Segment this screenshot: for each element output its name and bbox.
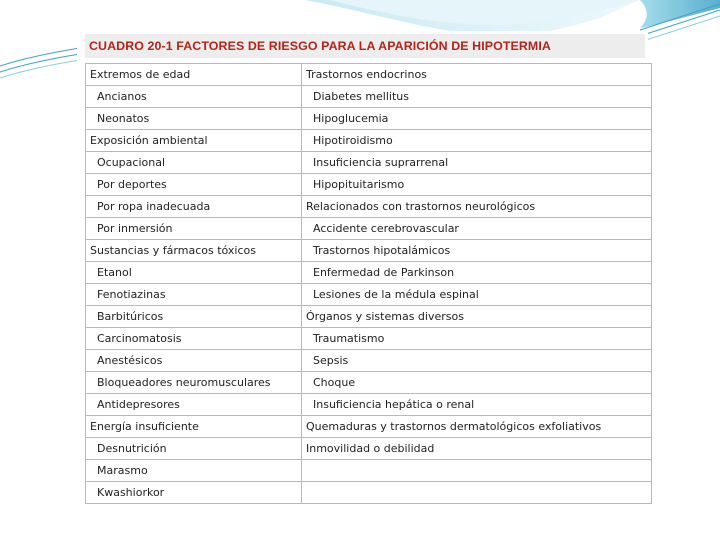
table-row — [86, 284, 652, 306]
right-cell: Insuficiencia suprarrenal — [302, 152, 652, 174]
left-cell: Exposición ambiental — [86, 130, 302, 152]
table-row — [86, 416, 652, 438]
right-cell: Órganos y sistemas diversos — [302, 306, 652, 328]
left-cell: Kwashiorkor — [86, 482, 302, 504]
left-cell: Sustancias y fármacos tóxicos — [86, 240, 302, 262]
right-cell: Insuficiencia hepática o renal — [302, 394, 652, 416]
table-row — [86, 394, 652, 416]
table-title: CUADRO 20-1 FACTORES DE RIESGO PARA LA APARICIÓN DE HIPOTERMIA — [85, 34, 645, 58]
table-row — [86, 460, 652, 482]
left-cell: Antidepresores — [86, 394, 302, 416]
left-cell: Fenotiazinas — [86, 284, 302, 306]
right-cell: Choque — [302, 372, 652, 394]
table-row — [86, 130, 652, 152]
right-cell: Sepsis — [302, 350, 652, 372]
right-cell: Relacionados con trastornos neurológicos — [302, 196, 652, 218]
table-row — [86, 108, 652, 130]
right-cell: Traumatismo — [302, 328, 652, 350]
table-row — [86, 350, 652, 372]
left-cell: Por inmersión — [86, 218, 302, 240]
table-row — [86, 438, 652, 460]
left-cell: Anestésicos — [86, 350, 302, 372]
left-cell: Marasmo — [86, 460, 302, 482]
right-cell: Accidente cerebrovascular — [302, 218, 652, 240]
right-cell: Lesiones de la médula espinal — [302, 284, 652, 306]
table-row — [86, 174, 652, 196]
right-cell: Hipoglucemia — [302, 108, 652, 130]
table-row — [86, 306, 652, 328]
left-cell: Por ropa inadecuada — [86, 196, 302, 218]
right-cell: Inmovilidad o debilidad — [302, 438, 652, 460]
table-body — [86, 64, 652, 504]
table-row — [86, 64, 652, 86]
right-cell: Trastornos endocrinos — [302, 64, 652, 86]
right-cell: Hipotiroidismo — [302, 130, 652, 152]
risk-factors-table — [85, 63, 652, 504]
table-row — [86, 328, 652, 350]
right-cell: Hipopituitarismo — [302, 174, 652, 196]
table-row — [86, 372, 652, 394]
table-row — [86, 196, 652, 218]
left-cell: Desnutrición — [86, 438, 302, 460]
table-row — [86, 482, 652, 504]
table-row — [86, 218, 652, 240]
left-cell: Extremos de edad — [86, 64, 302, 86]
left-cell: Ancianos — [86, 86, 302, 108]
risk-factors-figure — [77, 31, 648, 508]
left-cell: Neonatos — [86, 108, 302, 130]
left-cell: Carcinomatosis — [86, 328, 302, 350]
left-cell: Etanol — [86, 262, 302, 284]
left-cell: Barbitúricos — [86, 306, 302, 328]
right-cell: Enfermedad de Parkinson — [302, 262, 652, 284]
table-row — [86, 240, 652, 262]
right-cell — [302, 482, 652, 504]
table-row — [86, 262, 652, 284]
right-cell: Diabetes mellitus — [302, 86, 652, 108]
right-cell: Quemaduras y trastornos dermatológicos exfoliativos — [302, 416, 652, 438]
left-cell: Bloqueadores neuromusculares — [86, 372, 302, 394]
table-row — [86, 152, 652, 174]
left-cell: Energía insuficiente — [86, 416, 302, 438]
left-cell: Por deportes — [86, 174, 302, 196]
right-cell — [302, 460, 652, 482]
table-row — [86, 86, 652, 108]
right-cell: Trastornos hipotalámicos — [302, 240, 652, 262]
left-cell: Ocupacional — [86, 152, 302, 174]
